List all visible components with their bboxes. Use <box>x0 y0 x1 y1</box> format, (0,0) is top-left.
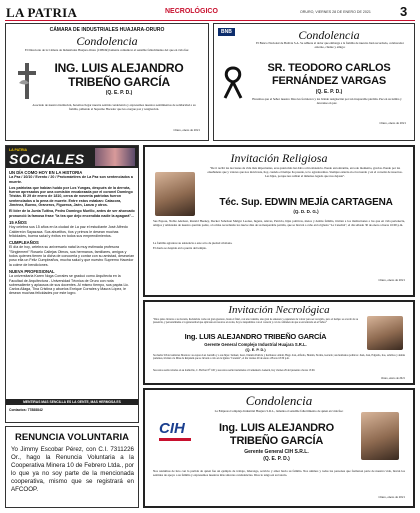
org-name: CÁMARA DE INDUSTRIALES HUAJARA-ORURO <box>49 27 165 33</box>
resignation-text: Yo Jimmy Escobar Pérez, con C.I. 7311226 Or., hago la Renuncia Voluntaria a la Cooperativa Minera 10 de Febrero Ltda., por lo que ya no soy parte de la mencionada cooperativa, mismo que se registrará en AFCOOP. <box>11 446 134 493</box>
ad-body-3: El duelo se despide en la puerta del templo. <box>153 246 207 250</box>
ad-intro: El Banco Nacional de Bolivia S.A. Se adhiere al dolor que embarga a la familia de nuestro bien recordado, colaborador externo, cliente y amigo: <box>256 41 404 49</box>
condolence-ad-cihor <box>5 23 209 141</box>
ad-body: Nos reunimos de luto con la partida de quien fue un ejemplo de trabajo, liderazgo, servicio y amor hacia su familia. Nos unimos y todas las personas que formaron parte de nuestra vida, llevan los sentidos de apoyo a su familia y expresamos nuestras más sinceras condolencias. Dios lo tenga en su Gloria. <box>153 469 405 477</box>
necrological-invitation-ad <box>143 300 415 385</box>
rip-text: (Q. E. P. D.) <box>263 456 290 462</box>
dateline: ORURO, VIERNES 28 DE ENERO DE 2021 <box>300 10 371 14</box>
sociales-footer-bar: MENTIRAS MAS SENCILLA ES LA GENTE, MAS HERMOSA ES <box>6 399 138 405</box>
resignation-title: RENUNCIA VOLUNTARIA <box>15 432 129 443</box>
birthday15-title: 15 AÑOS <box>9 219 27 225</box>
sociales-contact: Contactos: 77888842 <box>9 408 43 412</box>
deceased-photo <box>361 412 399 460</box>
sociales-banner-photo <box>95 148 135 166</box>
deceased-photo <box>367 316 403 350</box>
ad-intro: "Dios quiso llevarte a su morada, haciéndole como un gran guerrero, hasta el final, con una valentía, una gran de entereza y esperanza de volver para ser recogido, pero el tiempo se acordó de su presencia, y personalmente a la generosidad que aplicaste en nosotros en todos, hoy te despedimos con el corazón y con la confianza de que te encontrarás en el Señor." <box>153 318 358 325</box>
deceased-name-line2: TRIBEÑO GARCÍA <box>68 75 170 89</box>
deceased-name-line1: ING. LUIS ALEJANDRO <box>54 61 184 75</box>
deceased-name-line2: FERNÁNDEZ VARGAS <box>272 75 386 87</box>
ad-body-2: Sus restos serán velados en su domicilio, C. Bolívar N° 100 y sus restos serán trasladados al Cementerio General, hoy viernes 29 del presente a horas 15:00. <box>153 369 316 372</box>
masthead-brand: LA PATRIA <box>6 5 78 20</box>
condolence-ad-bnb <box>213 23 415 141</box>
ad-body-2: La familia agradece su asistencia a este acto de piedad cristiana. <box>153 241 233 245</box>
rip-text: (Q. E. P. D.) <box>315 89 343 95</box>
deceased-photo <box>155 172 195 216</box>
black-ribbon-icon <box>220 64 246 100</box>
cih-logo: CIH <box>159 420 185 437</box>
history-text: La Paz / 10/10 / Evento / 20 / Protomártires de La Paz son sentenciados a muerte. <box>9 175 133 184</box>
ad-intro: La Empresa Complejo Industrial Huajara S.R.L., lamenta el sensible fallecimiento de quien en vida fue: <box>214 409 344 413</box>
history-title: UN DÍA COMO HOY EN LA HISTORIA <box>9 170 83 175</box>
ad-heading: Condolencia <box>76 34 138 48</box>
page-number: 3 <box>400 4 408 19</box>
ad-body: Sus Esposa, Noble Adelson, Ronald Heeney, Decker Sabelson Melgar Leonse, Iugens, Alaves, Patricia, hijas políticas, nietos y demás familia, invitan a los instituciones a las que en vida pertenecía, amigos y amistades de nuestro querido padre, a la misa recordando los nueve días de su inesperable partida, que se llevará a cabo en la Iglesia "La Catedral", el día sábado 30 de enero a horas 16:00 p.m. <box>153 219 405 227</box>
deceased-name: Téc. Sup. EDWIN MEJÍA CARTAGENA <box>219 197 393 208</box>
ad-heading: Condolencia <box>298 28 360 42</box>
sociales-column <box>5 145 139 423</box>
ad-intro: El Directorio de la Cámara de Industriales Huajara-Oruro (CIHOR) lamenta comunicar el sensible fallecimiento del que en vida fue: <box>24 48 190 52</box>
condolence-ad-cih <box>143 388 415 508</box>
ad-date: Oruro, enero de 2021 <box>378 495 405 499</box>
bnb-logo: BNB <box>218 28 235 36</box>
ad-body: Su madre Silvia Gutiérrez Montoro: su esposa Luz Gurialla y a sus hijos: Samuel, Isaac, Daniela Patricia y hermanos: Amali, Hugo José, Alfredo, Hernán, Norma, Gerardo; sus hermanos políticos: Juan, José, Edgardo, tíos, sobrinos y demás parientes, invitan a la Misa de Réquiem que se llevará a cabo en la Iglesia "Catedral", el día viernes 29 de enero a Horas 18:30 p.m. <box>153 354 405 361</box>
ad-heading: Invitación Necrológica <box>228 304 330 316</box>
history-text-2: Los patriotas que habían huido por Los Yungas, después de la derrota, fueron apresados por una comisión encabezada por el coronel Domingo Tristán. El 29 de enero de 1810, cerca de noventa patriotas fueron sentenciados a la pena de muerte. Entre estos estaban: Catacora, Jiménez, Bueno, Graneros, Figueroa, Jaén, Lanza y otros. <box>9 185 133 208</box>
deceased-name-line1: SR. TEODORO CARLOS <box>267 62 391 74</box>
ad-body: Hacemos que el Señor nuestro Dios les fortalezca y les brinde resignación por tan irreparable pérdida. Paz en su tumba y descanse en paz. <box>252 97 402 105</box>
religious-invitation-ad <box>143 145 415 297</box>
deceased-name: Ing. LUIS ALEJANDRO TRIBEÑO GARCÍA <box>184 332 327 341</box>
birthday15-text: Hoy celebra sus 15 años en la ciudad de La paz el estudiante José Alfredo Caldereón Sayazaca. Sus abuelitos, tíos y primos le desean muchas felicidades, buena salud y éxitos en todos sus emprendimientos. <box>9 225 128 238</box>
deceased-name-line2: TRIBEÑO GARCÍA <box>229 435 324 447</box>
birthday-title: CUMPLEAÑOS <box>9 240 39 246</box>
header-rule <box>5 20 415 21</box>
ad-intro: "De ti recibí las lecciones de vida más importantes, eras quien más luz daba a mi existencia. Puedo encontrarme, en todo momento, gracias. Puedo por las enseñanzas que y valores que nos inculcaste, hoy, cuando el tiempo ha pasado, te lo agradecemos. Siempre estarás en el recuerdo y en el corazón de nosotros. Les hijos, porque nos sabían el inmenso legado que nos dejaste". <box>207 166 403 178</box>
ad-date: Oruro, enero de 2021 <box>378 278 405 282</box>
sociales-banner-small: LA PATRIA <box>9 148 28 152</box>
ad-heading: Condolencia <box>245 393 313 408</box>
section-title: NECROLÓGICO <box>165 8 218 15</box>
rip-text: (Q. E. P. D.) <box>105 90 133 96</box>
deceased-name-line1: Ing. LUIS ALEJANDRO <box>219 422 334 434</box>
sociales-banner <box>6 146 138 168</box>
sociales-banner-title: SOCIALES <box>9 151 85 167</box>
history-text-3: El líder de la Junta Tuitiva, Pedro Domingo Murillo, antes de ser ahorcado pronunció la famosa frase "la tea que dejo encendida nadie la apagará"... <box>9 209 135 218</box>
rip-text: (Q. E. P. D.) <box>245 348 266 352</box>
cih-logo-swoosh <box>159 438 191 441</box>
ad-date: Oruro, enero de 2021 <box>379 121 406 125</box>
rip-text: (Q. D. D. G.) <box>293 209 319 214</box>
resignation-notice <box>5 426 139 508</box>
ad-body: Asociado de nuestra institución, hacemos llegar nuestra sentida condolencia y expresamos nuestros sentimientos de solidaridad a su familia, pidiendo al Supremo Hacedor que les otorgue paz y resignación. <box>32 103 196 111</box>
deceased-subtitle: Gerente General CIH S.R.L. <box>244 449 309 455</box>
ad-date: Oruro, enero de 2021 <box>381 377 405 380</box>
deceased-subtitle: Gerente General Complejo Industrial Huajara S.R.L. <box>204 342 307 347</box>
ad-date: Oruro, enero de 2021 <box>173 128 200 132</box>
birthday-text: El día de hoy, celebra su aniversario natal la muy estimada profesora "Singlement" Rosario Callejas Olmos, sus hermanos, familiares, amigos y todos quienes tienen la dicha de conocerla y contar con su amistad, desearían poso ella un Feliz Cumpleaños, mucha salud y que nuestro Supremo Hacedor la colme de bendiciones. <box>9 245 135 267</box>
graduate-text: La universitaria Karen Noga Corrales se graduó como Arquitecta en la Facultad de Arquitectura - Universidad Técnica de Oruro con nota sobresaliente y aplausos de sus docentes. Al mismo tiempo, sus papás Lic. Carlos Allaga, Tina Cristina y abuelos Enrique Corrales y Maura López, le desean muchas felicidades por este logro. <box>9 274 130 296</box>
ad-heading: Invitación Religiosa <box>230 151 328 165</box>
graduate-title: NUEVA PROFESIONAL <box>9 268 55 274</box>
sociales-content <box>9 171 135 296</box>
